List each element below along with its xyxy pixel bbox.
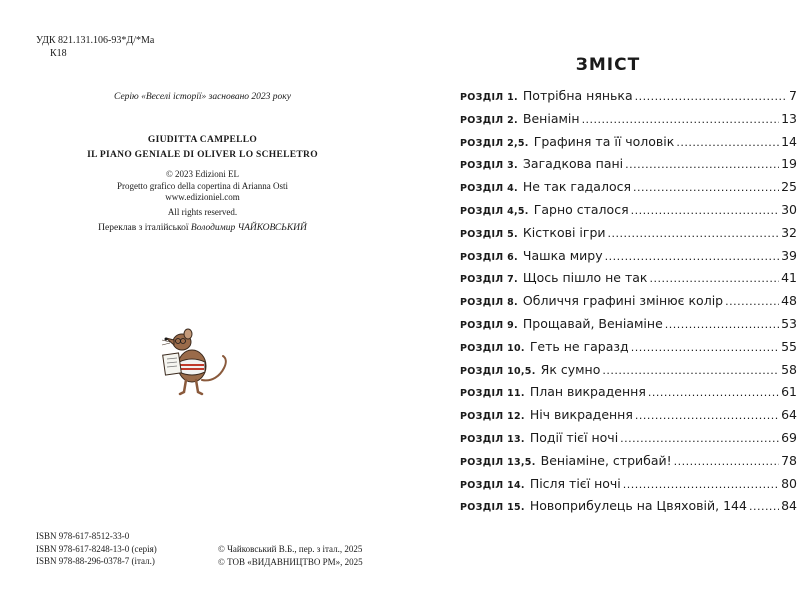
chapter-number: РОЗДІЛ 15. [460, 502, 525, 514]
chapter-title: Потрібна нянька [522, 88, 633, 103]
toc-entry [460, 453, 797, 476]
page-number: 13 [781, 110, 797, 126]
chapter-number: РОЗДІЛ 3. [460, 160, 518, 172]
chapter-title: Події тієї ночі [529, 429, 619, 445]
chapter-title: Гарно сталося [533, 201, 629, 217]
rat-illustration [150, 318, 230, 398]
chapter-title: Загадкова пані [522, 156, 624, 172]
copyright-block [218, 543, 363, 568]
chapter-number: РОЗДІЛ 8. [460, 297, 518, 309]
dot-leader [605, 248, 779, 263]
page-number: 80 [781, 475, 797, 491]
page-number: 14 [781, 133, 797, 149]
page-number: 48 [781, 293, 797, 309]
chapter-number: РОЗДІЛ 1. [460, 92, 518, 103]
toc-entry [460, 293, 797, 316]
author-index: К18 [50, 48, 67, 59]
chapter-title: Кісткові ігри [522, 224, 606, 240]
translation-prefix: Переклав з італійської [98, 223, 189, 233]
chapter-title: Обличчя графині змінює колір [522, 293, 724, 309]
copyright-line: © ТОВ «ВИДАВНИЦТВО РМ», 2025 [218, 556, 363, 567]
page-number: 19 [781, 156, 797, 172]
chapter-title: Після тієї ночі [529, 475, 621, 491]
publisher-website: www.edizioniel.com [165, 192, 240, 202]
udk-block [36, 34, 154, 60]
toc-entry [460, 202, 797, 225]
chapter-number: РОЗДІЛ 10,5. [460, 365, 536, 377]
credits-block [0, 133, 405, 236]
dot-leader [631, 339, 779, 354]
chapter-title: Новоприбулець на Цвяховій, 144 [529, 498, 747, 514]
page-number: 30 [781, 201, 797, 217]
toc-entry [460, 316, 797, 339]
toc-entry [460, 156, 797, 179]
dot-leader [665, 316, 779, 331]
dot-leader [602, 362, 779, 377]
dot-leader [635, 88, 787, 103]
dot-leader [749, 498, 779, 513]
chapter-number: РОЗДІЛ 6. [460, 251, 518, 263]
chapter-number: РОЗДІЛ 13. [460, 433, 525, 445]
toc-entry [460, 476, 797, 499]
chapter-title: Веніаміне, стрибай! [540, 452, 672, 468]
dot-leader [625, 156, 779, 171]
chapter-title: Геть не гаразд [529, 338, 629, 354]
chapter-number: РОЗДІЛ 4. [460, 183, 518, 195]
dot-leader [633, 179, 779, 194]
dot-leader [623, 476, 779, 491]
chapter-title: Не так гадалося [522, 179, 631, 195]
chapter-number: РОЗДІЛ 7. [460, 274, 518, 286]
page-number: 84 [781, 498, 797, 514]
toc-entry [460, 134, 797, 157]
chapter-title: Як сумно [540, 361, 601, 377]
translator-name: Володимир ЧАЙКОВСЬКИЙ [190, 223, 307, 233]
dot-leader [648, 384, 779, 399]
toc-entry [460, 270, 797, 293]
chapter-number: РОЗДІЛ 5. [460, 228, 518, 240]
toc-entry [460, 384, 797, 407]
series-note: Серію «Веселі історії» засновано 2023 року [114, 92, 291, 102]
chapter-number: РОЗДІЛ 12. [460, 411, 525, 423]
chapter-number: РОЗДІЛ 14. [460, 479, 525, 491]
isbn-line: ISBN 978-88-296-0378-7 (італ.) [36, 556, 155, 566]
chapter-title: Графиня та її чоловік [533, 133, 675, 149]
copyright-line: © Чайковський В.Б., пер. з італ., 2025 [218, 544, 363, 554]
chapter-number: РОЗДІЛ 9. [460, 319, 518, 331]
dot-leader [674, 453, 779, 468]
page-number: 69 [781, 429, 797, 445]
page-number: 53 [781, 315, 797, 331]
chapter-number: РОЗДІЛ 2. [460, 114, 518, 126]
imprint-page [0, 0, 405, 600]
cover-design-credit: Progetto grafico della copertina di Arianna Osti [117, 180, 288, 191]
page-number: 61 [781, 384, 797, 400]
page-number: 25 [781, 179, 797, 195]
chapter-number: РОЗДІЛ 10. [460, 342, 525, 354]
toc-entry [460, 430, 797, 453]
dot-leader [582, 111, 780, 126]
original-copyright: © 2023 Edizioni EL [165, 169, 240, 179]
toc-entry [460, 362, 797, 385]
toc-entry [460, 88, 797, 111]
dot-leader [620, 430, 779, 445]
chapter-title: Ніч викрадення [529, 407, 633, 423]
page-number: 32 [781, 224, 797, 240]
chapter-number: РОЗДІЛ 4,5. [460, 205, 529, 217]
chapter-title: Прощавай, Веніаміне [522, 315, 663, 331]
table-of-contents [460, 88, 797, 521]
page-number: 55 [781, 338, 797, 354]
chapter-number: РОЗДІЛ 13,5. [460, 456, 536, 468]
page-number: 39 [781, 247, 797, 263]
dot-leader [725, 293, 779, 308]
udk-code: УДК 821.131.106-93*Д/*Ма [36, 35, 155, 46]
contents-page [405, 0, 811, 600]
dot-leader [635, 407, 779, 422]
toc-entry [460, 407, 797, 430]
toc-entry [460, 111, 797, 134]
toc-entry [460, 225, 797, 248]
toc-entry [460, 248, 797, 271]
page-number: 58 [781, 361, 797, 377]
page-number: 78 [781, 452, 797, 468]
toc-entry [460, 179, 797, 202]
isbn-line: ISBN 978-617-8248-13-0 (серія) [36, 543, 157, 554]
translator-line [0, 221, 405, 236]
page-number: 7 [789, 88, 797, 103]
chapter-title: Веніамін [522, 110, 580, 126]
toc-entry [460, 498, 797, 521]
rights-reserved: All rights reserved. [167, 206, 238, 217]
chapter-title: Щось пішло не так [522, 270, 648, 286]
chapter-number: РОЗДІЛ 2,5. [460, 137, 529, 149]
page-number: 41 [781, 270, 797, 286]
contents-title: ЗМІСТ [575, 55, 641, 75]
dot-leader [676, 134, 779, 149]
isbn-line: ISBN 978-617-8512-33-0 [36, 531, 130, 541]
chapter-title: План викрадення [529, 384, 646, 400]
dot-leader [608, 225, 780, 240]
original-title: IL PIANO GENIALE DI OLIVER LO SCHELETRO [87, 150, 318, 160]
dot-leader [631, 202, 780, 217]
chapter-title: Чашка миру [522, 247, 603, 263]
dot-leader [649, 270, 779, 285]
page-number: 64 [781, 407, 797, 423]
original-author: GIUDITTA CAMPELLO [147, 135, 258, 145]
isbn-block [36, 530, 157, 568]
chapter-number: РОЗДІЛ 11. [460, 388, 525, 400]
toc-entry [460, 339, 797, 362]
